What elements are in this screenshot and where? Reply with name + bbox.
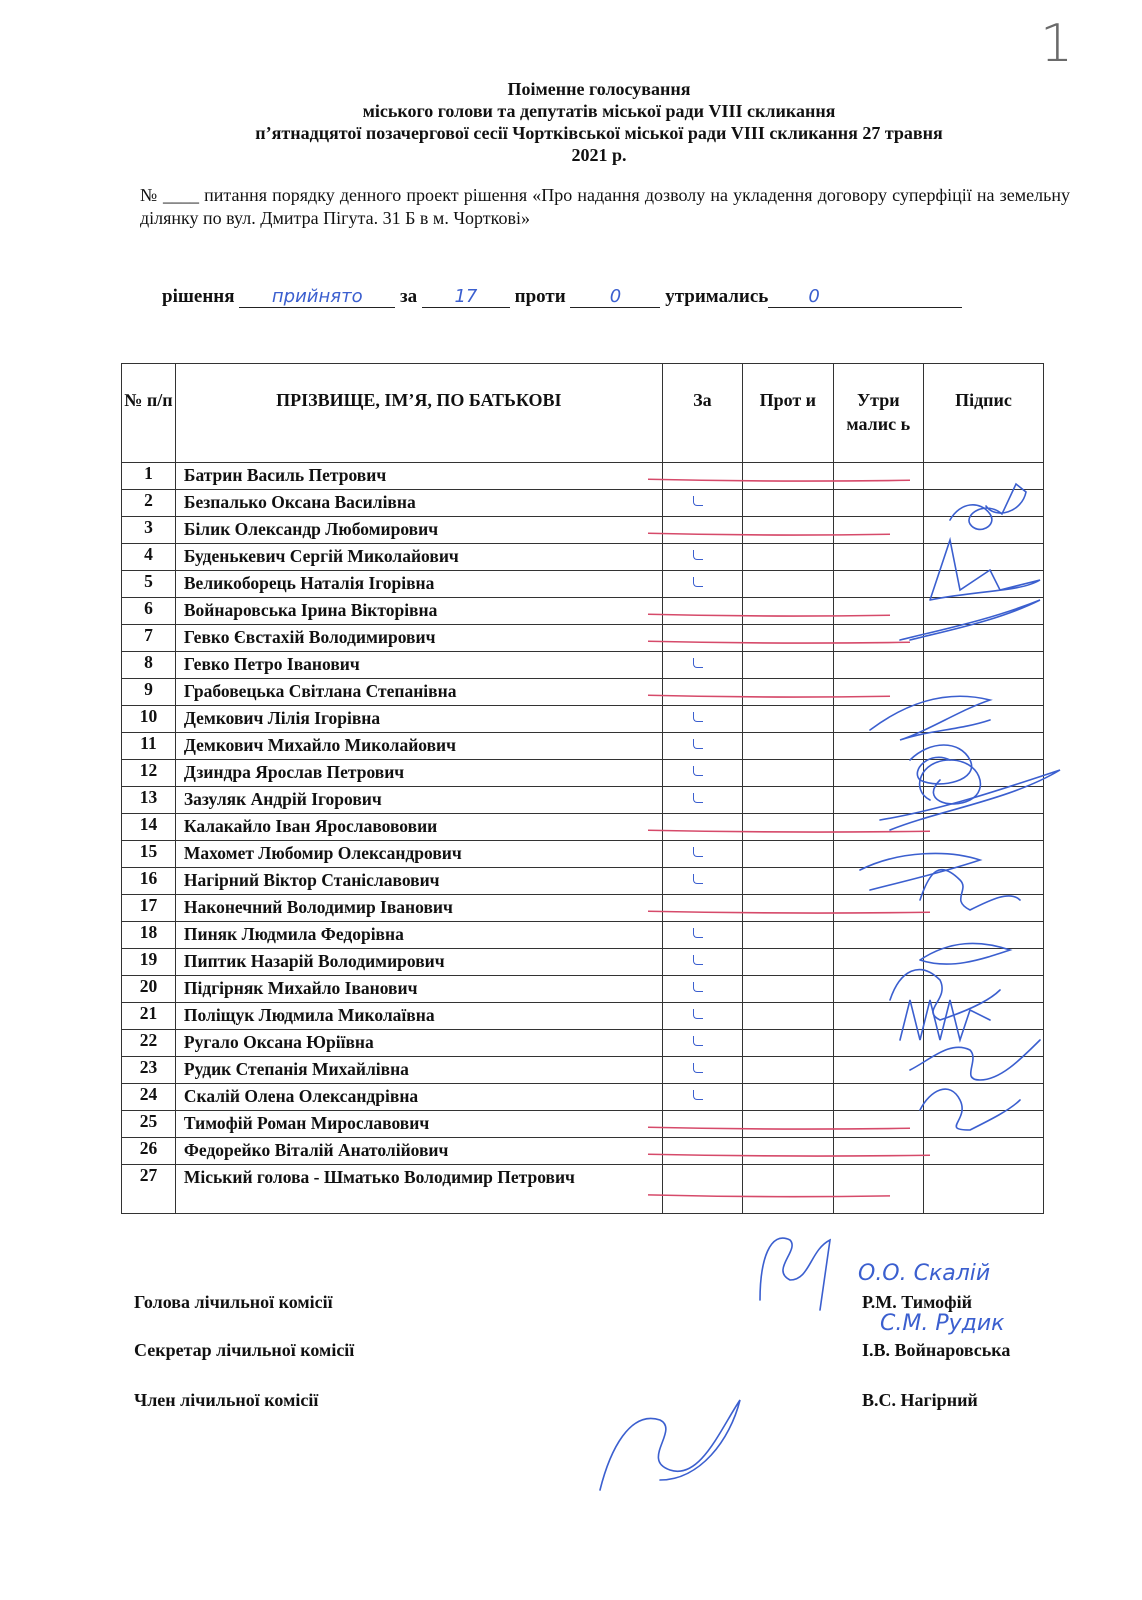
row-for-cell: [662, 1084, 742, 1111]
row-for-cell: [662, 598, 742, 625]
row-signature-cell: [924, 814, 1044, 841]
secretary-name: І.В. Войнаровська: [862, 1340, 1011, 1360]
row-for-cell: [662, 1138, 742, 1165]
row-for-cell: [662, 490, 742, 517]
row-against-cell: [743, 949, 833, 976]
row-name: Демкович Михайло Миколайович: [175, 733, 662, 760]
row-abstained-cell: [833, 1084, 923, 1111]
row-abstained-cell: [833, 922, 923, 949]
row-against-cell: [743, 922, 833, 949]
page-number: 1: [1040, 14, 1074, 74]
row-signature-cell: [924, 1030, 1044, 1057]
table-body: [122, 463, 1044, 1214]
against-value: 0: [570, 287, 660, 308]
vote-tick-mark: [693, 874, 703, 884]
row-against-cell: [743, 976, 833, 1003]
row-number: 3: [122, 517, 176, 544]
for-label: за: [400, 286, 418, 307]
row-number: 6: [122, 598, 176, 625]
row-abstained-cell: [833, 760, 923, 787]
row-number: 5: [122, 571, 176, 598]
row-for-cell: [662, 895, 742, 922]
row-name: Ругало Оксана Юріївна: [175, 1030, 662, 1057]
row-against-cell: [743, 679, 833, 706]
row-abstained-cell: [833, 1057, 923, 1084]
vote-tick-mark: [693, 847, 703, 857]
row-signature-cell: [924, 868, 1044, 895]
row-signature-cell: [924, 1111, 1044, 1138]
row-number: 13: [122, 787, 176, 814]
row-name: Великоборець Наталія Ігорівна: [175, 571, 662, 598]
row-abstained-cell: [833, 814, 923, 841]
row-number: 2: [122, 490, 176, 517]
col-for-header: За: [662, 364, 742, 463]
row-number: 23: [122, 1057, 176, 1084]
chair-role: Голова лічильної комісії: [134, 1292, 333, 1312]
handwritten-note-1: О.О. Скалій: [858, 1261, 991, 1286]
row-for-cell: [662, 544, 742, 571]
member-signature: [600, 1400, 740, 1490]
row-number: 27: [122, 1165, 176, 1214]
row-name: Пиняк Людмила Федорівна: [175, 922, 662, 949]
table-row: [122, 517, 1044, 544]
row-number: 24: [122, 1084, 176, 1111]
row-for-cell: [662, 1003, 742, 1030]
col-abstained-header: Утри малис ь: [833, 364, 923, 463]
header-line-4: 2021 р.: [571, 145, 627, 165]
row-for-cell: [662, 760, 742, 787]
vote-tick-mark: [693, 496, 703, 506]
row-name: Махомет Любомир Олександрович: [175, 841, 662, 868]
table-row: [122, 1057, 1044, 1084]
col-against-header: Прот и: [743, 364, 833, 463]
table-row: [122, 814, 1044, 841]
col-signature-header: Підпис: [924, 364, 1044, 463]
vote-tick-mark: [693, 928, 703, 938]
row-name: Буденькевич Сергій Миколайович: [175, 544, 662, 571]
row-signature-cell: [924, 1003, 1044, 1030]
row-for-cell: [662, 706, 742, 733]
row-signature-cell: [924, 463, 1044, 490]
row-for-cell: [662, 679, 742, 706]
row-number: 1: [122, 463, 176, 490]
row-against-cell: [743, 1138, 833, 1165]
table-row: [122, 1165, 1044, 1214]
for-value: 17: [422, 287, 510, 308]
row-for-cell: [662, 814, 742, 841]
row-abstained-cell: [833, 706, 923, 733]
header-line-1: Поіменне голосування: [507, 79, 691, 99]
member-name: В.С. Нагірний: [862, 1390, 978, 1410]
table-row: [122, 733, 1044, 760]
abstained-label: утримались: [665, 286, 769, 307]
table-row: [122, 652, 1044, 679]
row-name: Зазуляк Андрій Ігорович: [175, 787, 662, 814]
member-role: Член лічильної комісії: [134, 1390, 319, 1410]
row-abstained-cell: [833, 571, 923, 598]
vote-tick-mark: [693, 1090, 703, 1100]
row-against-cell: [743, 1003, 833, 1030]
vote-tick-mark: [693, 577, 703, 587]
row-against-cell: [743, 868, 833, 895]
row-number: 15: [122, 841, 176, 868]
row-name: Пиптик Назарій Володимирович: [175, 949, 662, 976]
table-row: [122, 706, 1044, 733]
row-abstained-cell: [833, 544, 923, 571]
table-row: [122, 976, 1044, 1003]
row-against-cell: [743, 1057, 833, 1084]
row-against-cell: [743, 490, 833, 517]
row-name: Демкович Лілія Ігорівна: [175, 706, 662, 733]
row-against-cell: [743, 733, 833, 760]
row-number: 20: [122, 976, 176, 1003]
row-signature-cell: [924, 490, 1044, 517]
row-signature-cell: [924, 895, 1044, 922]
table-row: [122, 544, 1044, 571]
row-for-cell: [662, 1030, 742, 1057]
row-signature-cell: [924, 949, 1044, 976]
row-against-cell: [743, 1030, 833, 1057]
row-abstained-cell: [833, 895, 923, 922]
row-abstained-cell: [833, 625, 923, 652]
row-abstained-cell: [833, 598, 923, 625]
header-line-2: міського голови та депутатів міської ради VIII скликання: [362, 101, 836, 121]
row-for-cell: [662, 868, 742, 895]
row-signature-cell: [924, 598, 1044, 625]
row-number: 17: [122, 895, 176, 922]
row-number: 9: [122, 679, 176, 706]
table-row: [122, 949, 1044, 976]
row-abstained-cell: [833, 490, 923, 517]
header-line-3: п’ятнадцятої позачергової сесії Чортківської міської ради VIII скликання 27 травня: [255, 123, 943, 143]
row-signature-cell: [924, 517, 1044, 544]
decision-value: прийнято: [239, 287, 395, 308]
vote-tick-mark: [693, 982, 703, 992]
vote-tick-mark: [693, 766, 703, 776]
vote-tick-mark: [693, 712, 703, 722]
row-for-cell: [662, 1111, 742, 1138]
table-header-row: [122, 364, 1044, 463]
row-against-cell: [743, 463, 833, 490]
row-name: Міський голова - Шматько Володимир Петрович: [175, 1165, 662, 1214]
row-number: 12: [122, 760, 176, 787]
table-row: [122, 1003, 1044, 1030]
row-signature-cell: [924, 976, 1044, 1003]
row-against-cell: [743, 1084, 833, 1111]
row-name: Гевко Євстахій Володимирович: [175, 625, 662, 652]
row-signature-cell: [924, 652, 1044, 679]
row-number: 16: [122, 868, 176, 895]
col-name-header: ПРІЗВИЩЕ, ІМ’Я, ПО БАТЬКОВІ: [175, 364, 662, 463]
row-abstained-cell: [833, 517, 923, 544]
row-against-cell: [743, 625, 833, 652]
row-name: Нагірний Віктор Станіславович: [175, 868, 662, 895]
row-abstained-cell: [833, 733, 923, 760]
handwritten-note-2: С.М. Рудик: [880, 1311, 1005, 1336]
table-row: [122, 598, 1044, 625]
document-header: [130, 78, 1068, 166]
row-against-cell: [743, 1111, 833, 1138]
row-number: 8: [122, 652, 176, 679]
row-for-cell: [662, 922, 742, 949]
row-name: Підгірняк Михайло Іванович: [175, 976, 662, 1003]
row-against-cell: [743, 571, 833, 598]
row-number: 22: [122, 1030, 176, 1057]
row-number: 21: [122, 1003, 176, 1030]
table-row: [122, 1030, 1044, 1057]
table-row: [122, 490, 1044, 517]
row-signature-cell: [924, 1057, 1044, 1084]
row-name: Поліщук Людмила Миколаївна: [175, 1003, 662, 1030]
table-row: [122, 1138, 1044, 1165]
row-against-cell: [743, 517, 833, 544]
row-against-cell: [743, 814, 833, 841]
row-for-cell: [662, 463, 742, 490]
row-signature-cell: [924, 1084, 1044, 1111]
row-signature-cell: [924, 1165, 1044, 1214]
decision-label: рішення: [162, 286, 235, 307]
table-row: [122, 571, 1044, 598]
row-name: Батрин Василь Петрович: [175, 463, 662, 490]
vote-tick-mark: [693, 1036, 703, 1046]
agenda-item: № ____ питання порядку денного проект рішення «Про надання дозволу на укладення договору суперфіції на земельну ділянку по вул. Дмитра Пігута. 31 Б в м. Чорткові»: [140, 185, 1070, 228]
row-abstained-cell: [833, 787, 923, 814]
row-against-cell: [743, 544, 833, 571]
row-name: Гевко Петро Іванович: [175, 652, 662, 679]
row-for-cell: [662, 517, 742, 544]
row-signature-cell: [924, 625, 1044, 652]
row-number: 18: [122, 922, 176, 949]
row-name: Білик Олександр Любомирович: [175, 517, 662, 544]
row-number: 26: [122, 1138, 176, 1165]
row-number: 11: [122, 733, 176, 760]
row-for-cell: [662, 976, 742, 1003]
row-abstained-cell: [833, 976, 923, 1003]
row-against-cell: [743, 706, 833, 733]
secretary-role: Секретар лічильної комісії: [134, 1340, 355, 1360]
row-for-cell: [662, 733, 742, 760]
row-signature-cell: [924, 679, 1044, 706]
row-name: Тимофій Роман Мирославович: [175, 1111, 662, 1138]
vote-tick-mark: [693, 955, 703, 965]
table-row: [122, 922, 1044, 949]
chair-name: Р.М. Тимофій: [862, 1292, 973, 1312]
row-name: Грабовецька Світлана Степанівна: [175, 679, 662, 706]
row-for-cell: [662, 1165, 742, 1214]
row-for-cell: [662, 841, 742, 868]
row-name: Рудик Степанія Михайлівна: [175, 1057, 662, 1084]
row-number: 25: [122, 1111, 176, 1138]
table-row: [122, 760, 1044, 787]
row-signature-cell: [924, 733, 1044, 760]
row-abstained-cell: [833, 652, 923, 679]
row-signature-cell: [924, 841, 1044, 868]
table-row: [122, 1111, 1044, 1138]
table-row: [122, 895, 1044, 922]
row-against-cell: [743, 895, 833, 922]
row-abstained-cell: [833, 841, 923, 868]
table-row: [122, 1084, 1044, 1111]
row-for-cell: [662, 571, 742, 598]
row-abstained-cell: [833, 1111, 923, 1138]
against-label: проти: [514, 286, 566, 307]
table-row: [122, 463, 1044, 490]
row-abstained-cell: [833, 1138, 923, 1165]
vote-tick-mark: [693, 739, 703, 749]
row-against-cell: [743, 841, 833, 868]
row-signature-cell: [924, 571, 1044, 598]
row-abstained-cell: [833, 679, 923, 706]
row-name: Наконечний Володимир Іванович: [175, 895, 662, 922]
row-for-cell: [662, 787, 742, 814]
decision-line: [162, 286, 962, 308]
row-abstained-cell: [833, 1030, 923, 1057]
row-against-cell: [743, 787, 833, 814]
row-name: Федорейко Віталій Анатолійович: [175, 1138, 662, 1165]
chair-signature: [760, 1238, 830, 1310]
roll-call-table: [121, 363, 1044, 1214]
row-against-cell: [743, 760, 833, 787]
row-signature-cell: [924, 787, 1044, 814]
row-abstained-cell: [833, 1003, 923, 1030]
row-for-cell: [662, 1057, 742, 1084]
row-against-cell: [743, 598, 833, 625]
row-abstained-cell: [833, 1165, 923, 1214]
row-name: Дзиндра Ярослав Петрович: [175, 760, 662, 787]
row-for-cell: [662, 652, 742, 679]
table-row: [122, 679, 1044, 706]
row-against-cell: [743, 1165, 833, 1214]
abstained-value: 0: [768, 287, 962, 308]
col-num-header: № п/п: [122, 364, 176, 463]
table-row: [122, 841, 1044, 868]
vote-tick-mark: [693, 658, 703, 668]
row-signature-cell: [924, 922, 1044, 949]
table-row: [122, 625, 1044, 652]
row-against-cell: [743, 652, 833, 679]
row-signature-cell: [924, 760, 1044, 787]
table-row: [122, 868, 1044, 895]
table-row: [122, 787, 1044, 814]
row-number: 4: [122, 544, 176, 571]
row-name: Войнаровська Ірина Вікторівна: [175, 598, 662, 625]
vote-tick-mark: [693, 1063, 703, 1073]
row-number: 14: [122, 814, 176, 841]
row-name: Калакайло Іван Ярославововии: [175, 814, 662, 841]
row-number: 10: [122, 706, 176, 733]
row-abstained-cell: [833, 949, 923, 976]
row-number: 19: [122, 949, 176, 976]
row-name: Скалій Олена Олександрівна: [175, 1084, 662, 1111]
row-for-cell: [662, 625, 742, 652]
row-abstained-cell: [833, 463, 923, 490]
vote-tick-mark: [693, 793, 703, 803]
row-signature-cell: [924, 706, 1044, 733]
row-abstained-cell: [833, 868, 923, 895]
vote-tick-mark: [693, 1009, 703, 1019]
vote-tick-mark: [693, 550, 703, 560]
row-signature-cell: [924, 544, 1044, 571]
row-number: 7: [122, 625, 176, 652]
row-name: Безпалько Оксана Василівна: [175, 490, 662, 517]
row-signature-cell: [924, 1138, 1044, 1165]
row-for-cell: [662, 949, 742, 976]
